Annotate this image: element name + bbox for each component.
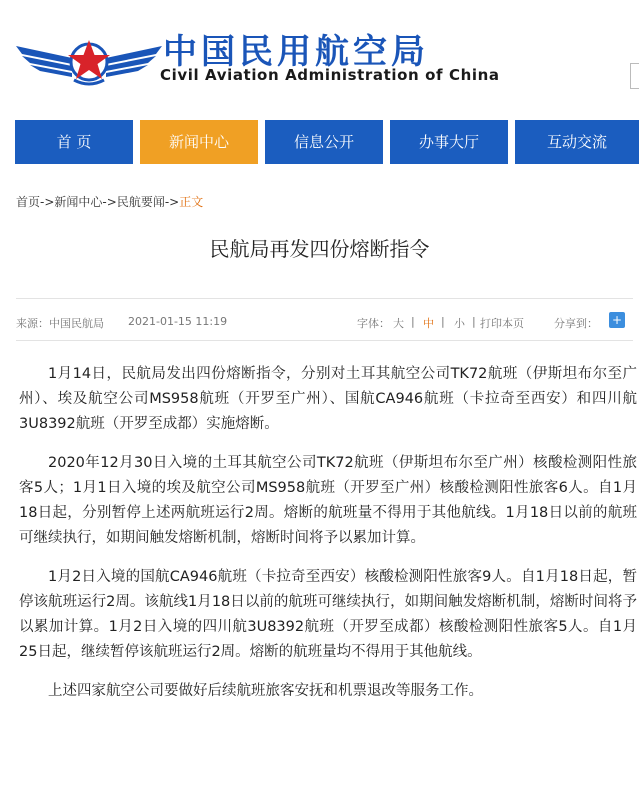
site-title-cn[interactable]: 中国民用航空局 — [163, 32, 429, 72]
meta-separator: | — [472, 315, 476, 328]
nav-item-info-disclosure[interactable]: 信息公开 — [265, 120, 383, 164]
meta-separator: | — [441, 315, 445, 328]
article-date: 2021-01-15 11:19 — [128, 315, 228, 328]
breadcrumb-separator: -> — [40, 195, 55, 209]
article-body — [19, 362, 637, 718]
breadcrumb-current: 正文 — [179, 195, 204, 209]
search-input[interactable] — [630, 63, 639, 89]
print-page-link[interactable]: 打印本页 — [480, 317, 524, 330]
breadcrumb-separator: -> — [164, 195, 180, 209]
article-title: 民航局再发四份熔断指令 — [209, 237, 430, 261]
share-plus-icon[interactable]: + — [609, 312, 625, 328]
breadcrumb-home[interactable]: 首页 — [16, 195, 41, 209]
breadcrumb — [16, 193, 203, 210]
nav-item-home[interactable]: 首 页 — [15, 120, 133, 164]
font-size-large-button[interactable]: 大 — [393, 317, 404, 330]
font-size-label: 字体： — [357, 317, 390, 330]
nav-item-interaction[interactable]: 互动交流 — [515, 120, 639, 164]
article-paragraph: 上述四家航空公司要做好后续航班旅客安抚和机票退改等服务工作。 — [48, 683, 483, 699]
breadcrumb-headlines[interactable]: 民航要闻 — [116, 195, 165, 209]
nav-item-news-center[interactable]: 新闻中心 — [140, 120, 258, 164]
article-source: 来源：中国民航局 — [16, 317, 104, 330]
meta-separator: | — [411, 315, 415, 328]
site-title-en[interactable]: Civil Aviation Administration of China — [160, 66, 500, 84]
article-paragraph: 1月2日入境的国航CA946航班（卡拉奇至西安）核酸检测阳性旅客9人。自1月18日起，暂停该航班运行2周。该航线1月18日以前的航班可继续执行，如期间触发熔断机制，熔断时间将予以累加计算。1月2日入境的四川航3U8392航班（开罗至成都）核酸检测阳性旅客5人。自1月25日起，继续暂停该航班运行2周。熔断的航班量均不得用于其他航线。 — [19, 569, 637, 660]
breadcrumb-separator: -> — [102, 195, 117, 209]
nav-item-service-hall[interactable]: 办事大厅 — [390, 120, 508, 164]
article-paragraph: 1月14日，民航局发出四份熔断指令，分别对土耳其航空公司TK72航班（伊斯坦布尔至广州）、埃及航空公司MS958航班（开罗至广州）、国航CA946航班（卡拉奇至西安）和四川航3U8392航班（开罗至成都）实施熔断。 — [19, 366, 637, 432]
breadcrumb-news-center[interactable]: 新闻中心 — [54, 195, 103, 209]
main-nav — [15, 120, 639, 164]
site-header — [0, 0, 639, 112]
meta-top-divider — [16, 298, 633, 299]
font-size-medium-button[interactable]: 中 — [423, 317, 434, 330]
meta-bottom-divider — [16, 340, 633, 341]
article-paragraph: 2020年12月30日入境的土耳其航空公司TK72航班（伊斯坦布尔至广州）核酸检测阳性旅客5人；1月1日入境的埃及航空公司MS958航班（开罗至广州）核酸检测阳性旅客6人。自1月18日起，分别暂停上述两航班运行2周。熔断的航班量不得用于其他航线。1月18日以前的航班可继续执行，如期间触发熔断机制，熔断时间将予以累加计算。 — [19, 455, 637, 546]
caac-logo-icon[interactable] — [14, 28, 164, 90]
share-label: 分享到： — [554, 317, 598, 330]
article-meta — [16, 315, 633, 329]
font-size-small-button[interactable]: 小 — [454, 317, 465, 330]
